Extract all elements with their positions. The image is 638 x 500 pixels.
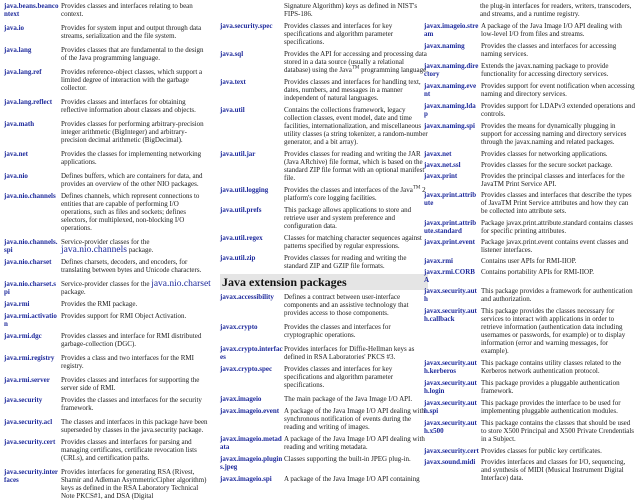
package-description <box>481 102 636 118</box>
package-row <box>220 186 428 202</box>
package-description <box>61 68 211 92</box>
package-row <box>220 407 428 431</box>
package-description <box>481 447 636 455</box>
package-row <box>4 120 211 144</box>
description-text: Provides interfaces for Diffie-Hellman keys as defined in RSA Laboratories' PKCS #3. <box>284 345 415 361</box>
description-text: Provides classes that are fundamental to the design of the Java programming language. <box>61 46 204 62</box>
package-link[interactable]: javax.naming.spi <box>424 122 475 130</box>
package-link[interactable]: java.security <box>4 396 43 404</box>
package-link[interactable]: javax.naming.event <box>424 82 477 98</box>
package-row <box>424 150 636 158</box>
package-row <box>4 258 211 274</box>
package-row <box>220 106 428 146</box>
package-description <box>284 150 428 182</box>
package-link[interactable]: java.util.regex <box>220 234 263 242</box>
package-link[interactable]: java.nio <box>4 172 28 180</box>
right-column <box>424 2 636 482</box>
description-text: This package contains the classes that should be used to store X500 Principal and X500 Private Crendentials in a Subject. <box>481 419 634 443</box>
package-description <box>284 234 428 250</box>
description-text: Provides the classes and interfaces for accessing naming services. <box>481 42 617 58</box>
package-description <box>61 438 211 462</box>
description-text: Provides classes and interfaces that describe the types of JavaTM Print Service attributes and how they can be collected into attribute sets. <box>481 191 632 215</box>
description-text: Classes for matching character sequences against patterns specified by regular expressions. <box>284 234 422 250</box>
package-row <box>424 82 636 98</box>
package-description <box>284 407 428 431</box>
package-description <box>481 307 636 355</box>
package-row <box>220 323 428 339</box>
package-link[interactable]: javax.print <box>424 172 458 180</box>
package-link[interactable]: javax.sound.midi <box>424 458 476 466</box>
package-description <box>284 475 428 483</box>
package-description <box>284 22 428 46</box>
package-link[interactable]: java.rmi <box>4 300 30 308</box>
description-text: Provides classes and interfaces for parsing and managing certificates, certificate revocation lists (CRLs), and certification paths. <box>61 438 197 462</box>
package-link[interactable]: java.util <box>220 106 245 114</box>
description-text: the plug-in interfaces for readers, writers, transcoders, and streams, and a runtime registry. <box>480 2 632 18</box>
package-description <box>481 42 636 58</box>
package-link[interactable]: java.text <box>220 78 246 86</box>
description-text: Provides the principal classes and interfaces for the JavaTM Print Service API. <box>481 172 625 188</box>
package-link[interactable]: javax.print.event <box>424 238 475 246</box>
package-row <box>220 435 428 451</box>
description-text: Package javax.print.event contains event classes and listener interfaces. <box>481 238 629 254</box>
description-text: Provides classes for performing arbitrary-precision integer arithmetic (BigInteger) and arbitrary-precision decimal arithmetic (BigDecimal). <box>61 120 204 144</box>
package-link[interactable]: javax.security.cert <box>424 447 479 455</box>
description-text: Provides classes and interfaces for key specifications and algorithm parameter specifications. <box>284 22 394 46</box>
package-description <box>481 62 636 78</box>
package-row <box>4 280 211 296</box>
package-row <box>220 455 428 471</box>
description-text: The classes and interfaces in this package have been superseded by classes in the java.security package. <box>61 418 208 434</box>
description-text: Provides classes for public key certificates. <box>481 447 602 455</box>
description-text: A package of the Java Image I/O API dealing with low-level I/O from files and streams. <box>481 22 622 38</box>
package-link[interactable]: java.nio.charset <box>4 258 52 266</box>
package-link[interactable]: java.lang.reflect <box>4 98 53 106</box>
package-row <box>220 234 428 250</box>
package-description <box>61 98 211 114</box>
package-row <box>424 447 636 455</box>
package-link[interactable]: javax.crypto.interfaces <box>220 345 283 361</box>
package-link[interactable]: javax.security.auth.x500 <box>424 419 477 435</box>
package-row <box>4 150 211 166</box>
package-row <box>220 254 428 270</box>
package-link[interactable]: java.nio.channels <box>4 192 56 200</box>
package-link[interactable]: javax.imageio.spi <box>220 475 272 483</box>
package-row <box>220 150 428 182</box>
package-link[interactable]: javax.imageio.event <box>220 407 280 415</box>
package-row <box>4 238 211 254</box>
package-description <box>284 365 428 389</box>
package-link[interactable]: java.beans.beancontext <box>4 2 59 18</box>
description-text: Provides interfaces and classes for I/O, sequencing, and synthesis of MIDI (Musical Instrument Digital Interface) data. <box>481 458 626 482</box>
description-text: This package provides a pluggable authentication framework. <box>481 379 620 395</box>
package-row <box>220 50 428 74</box>
description-text: A package of the Java Image I/O API dealing with reading and writing metadata. <box>284 435 425 451</box>
package-link[interactable]: javax.crypto.spec <box>220 365 273 373</box>
package-description <box>284 254 428 270</box>
package-link[interactable]: javax.security.auth.kerberos <box>424 359 477 375</box>
description-text: Provides reference-object classes, which support a limited degree of interaction with the garbage collector. <box>61 68 203 92</box>
section-heading: Java extension packages <box>220 274 428 290</box>
middle-column <box>220 2 428 483</box>
package-description <box>61 418 211 434</box>
package-link[interactable]: java.security.spec <box>220 22 273 30</box>
package-description <box>284 186 428 202</box>
description-text: The main package of the Java Image I/O API. <box>284 395 413 403</box>
package-description <box>284 206 428 230</box>
package-description <box>284 435 428 451</box>
package-row <box>4 68 211 92</box>
package-link[interactable]: java.security.interfaces <box>4 468 59 484</box>
package-row <box>424 419 636 443</box>
package-description <box>481 257 636 265</box>
package-description <box>61 280 211 296</box>
trademark-sup: TM <box>351 65 360 71</box>
package-link[interactable]: java.nio.charset.spi <box>4 280 56 296</box>
description-text: Provides classes and interface for RMI distributed garbage-collection (DGC). <box>61 332 202 348</box>
package-row <box>4 418 211 434</box>
package-link[interactable]: javax.print.attribute.standard <box>424 219 477 235</box>
description-text: Provides classes and interfaces for handling text, dates, numbers, and messages in a manner independent of natural languages. <box>284 78 421 102</box>
package-row <box>4 172 211 188</box>
package-link[interactable]: javax.crypto <box>220 323 258 331</box>
package-description <box>481 22 636 38</box>
package-description <box>61 332 211 348</box>
package-row <box>424 191 636 215</box>
description-text: Service-provider classes for the <box>61 238 150 246</box>
package-description <box>284 293 428 317</box>
package-description <box>481 82 636 98</box>
package-link[interactable]: java.rmi.registry <box>4 354 55 362</box>
package-description <box>481 379 636 395</box>
package-link[interactable]: java.lang.ref <box>4 68 42 76</box>
package-link[interactable]: javax.rmi <box>424 257 453 265</box>
package-description <box>284 395 428 403</box>
description-text: Provides the means for dynamically plugging in support for accessing naming and directory services through the javax.naming and related packages. <box>481 122 627 146</box>
package-row <box>4 332 211 348</box>
package-link[interactable]: java.util.prefs <box>220 206 262 214</box>
package-link[interactable]: java.util.zip <box>220 254 256 262</box>
description-text: Provides classes for the secure socket package. <box>481 161 613 169</box>
package-row <box>4 192 211 232</box>
package-link[interactable]: javax.imageio.metadata <box>220 435 282 451</box>
package-row <box>4 438 211 462</box>
description-text: Provides support for RMI Object Activation. <box>61 312 187 320</box>
package-row <box>424 379 636 395</box>
package-description <box>481 287 636 303</box>
package-row <box>4 2 211 18</box>
description-text: Provides classes for networking applications. <box>481 150 608 158</box>
description-text: Package javax.print.attribute.standard contains classes for specific printing attributes. <box>481 219 634 235</box>
package-description <box>481 458 636 482</box>
package-description <box>61 150 211 166</box>
package-row <box>4 98 211 114</box>
package-link[interactable]: javax.imageio <box>220 395 262 403</box>
package-row <box>4 468 211 500</box>
description-text: A package of the Java Image I/O API dealing with synchronous notification of events during the reading and writing of images. <box>284 407 425 431</box>
package-row <box>424 287 636 303</box>
package-row <box>424 102 636 118</box>
package-link[interactable]: javax.net.ssl <box>424 161 461 169</box>
description-text: Provides support for event notification when accessing naming and directory services. <box>481 82 635 98</box>
description-text-continued: package. <box>128 246 154 254</box>
package-description <box>61 24 211 40</box>
package-link[interactable]: java.math <box>4 120 35 128</box>
package-link[interactable]: java.util.logging <box>220 186 269 194</box>
package-link[interactable]: java.security.cert <box>4 438 56 446</box>
description-text: Provides classes and interfaces for supporting the server side of RMI. <box>61 376 200 392</box>
package-row <box>424 161 636 169</box>
description-text: This package provides a framework for authentication and authorization. <box>481 287 633 303</box>
description-text: Provides classes and interfaces for key specifications and algorithm parameter specifications. <box>284 365 394 389</box>
package-description <box>61 2 211 18</box>
description-text: Provides the classes and interfaces for cryptographic operations. <box>284 323 391 339</box>
package-description <box>481 219 636 235</box>
package-row <box>220 365 428 389</box>
description-text: Provides support for LDAPv3 extended operations and controls. <box>481 102 635 118</box>
package-row <box>424 219 636 235</box>
package-link[interactable]: java.security.acl <box>4 418 53 426</box>
package-link[interactable]: javax.imageio.plugins.jpeg <box>220 455 283 471</box>
package-description <box>61 300 211 308</box>
package-link[interactable]: java.net <box>4 150 28 158</box>
package-description <box>284 50 428 74</box>
package-row <box>220 293 428 317</box>
package-row <box>220 345 428 361</box>
package-link[interactable]: javax.accessibility <box>220 293 274 301</box>
description-text: Defines charsets, decoders, and encoders, for translating between bytes and Unicode characters. <box>61 258 202 274</box>
description-text-continued: programming language. <box>361 66 428 74</box>
package-row <box>424 22 636 38</box>
package-row <box>424 399 636 415</box>
package-link[interactable]: java.rmi.server <box>4 376 50 384</box>
package-description <box>481 122 636 146</box>
trademark-sup: TM <box>412 185 421 191</box>
description-text: Defines a contract between user-interface components and an assistive technology that provides access to those components. <box>284 293 409 317</box>
package-link[interactable]: java.sql <box>220 50 244 58</box>
package-row <box>4 312 211 328</box>
package-link[interactable]: java.rmi.activation <box>4 312 57 328</box>
package-row <box>424 62 636 78</box>
package-link[interactable]: javax.security.auth <box>424 287 477 303</box>
description-text: Provides the classes for implementing networking applications. <box>61 150 202 166</box>
package-link[interactable]: java.util.jar <box>220 150 256 158</box>
package-row <box>424 122 636 146</box>
package-description <box>61 354 211 370</box>
package-link[interactable]: java.io <box>4 24 25 32</box>
package-link[interactable]: javax.net <box>424 150 452 158</box>
description-text: Provides the API for accessing and processing data stored in a data source (usually a relational database) using the Java <box>284 50 427 74</box>
package-row <box>424 268 636 284</box>
description-text: This package provides the classes necessary for services to interact with applications in order to retrieve information (authentication data including usernames or passwords, for example) or to display information (error and warning messages, for example). <box>481 307 626 355</box>
package-link[interactable]: javax.imageio.stream <box>424 22 479 38</box>
package-row <box>424 307 636 355</box>
package-row <box>220 22 428 46</box>
package-description <box>61 120 211 144</box>
continued-description <box>220 2 428 18</box>
description-text: Provides the classes and interfaces for the security framework. <box>61 396 202 412</box>
package-row <box>220 78 428 102</box>
package-row <box>4 46 211 62</box>
package-link[interactable]: java.lang <box>4 46 32 54</box>
package-description <box>61 192 211 232</box>
description-text: Provides classes and interfaces relating to bean context. <box>61 2 193 18</box>
package-link[interactable]: javax.naming.directory <box>424 62 479 78</box>
package-link[interactable]: javax.rmi.CORBA <box>424 268 475 284</box>
description-text: Contains user APIs for RMI-IIOP. <box>481 257 577 265</box>
description-text-continued: package. <box>61 288 86 296</box>
description-text: Defines channels, which represent connections to entities that are capable of performing I/O operations, such as files and sockets; defines selectors, for multiplexed, non-blocking I/O operations. <box>61 192 200 232</box>
package-row <box>424 458 636 482</box>
package-description <box>481 238 636 254</box>
package-link[interactable]: javax.naming.ldap <box>424 102 476 118</box>
package-link[interactable]: javax.print.attribute <box>424 191 477 207</box>
package-row <box>220 475 428 483</box>
package-link[interactable]: java.rmi.dgc <box>4 332 42 340</box>
package-description <box>284 455 428 463</box>
description-text: Classes supporting the built-in JPEG plug-in. <box>284 455 411 463</box>
description-text: Contains the collections framework, legacy collection classes, event model, date and time facilities, internationalization, and miscellaneous utility classes (a string tokenizer, a random-number generator, and a bit array). <box>284 106 428 146</box>
package-link[interactable]: javax.security.auth.spi <box>424 399 477 415</box>
description-text: Defines buffers, which are containers for data, and provides an overview of the other NIO packages. <box>61 172 203 188</box>
package-row <box>424 238 636 254</box>
package-description <box>284 106 428 146</box>
package-description <box>61 172 211 188</box>
package-description <box>481 268 636 276</box>
package-description <box>481 419 636 443</box>
package-reference-link[interactable]: java.nio.channels <box>61 245 127 255</box>
description-text: Provides interfaces for generating RSA (Rivest, Shamir and Adleman AsymmetricCipher algorithm) keys as defined in the RSA Laboratory Technical Note PKCS#1, and DSA (Digital <box>61 468 207 500</box>
description-text: Provides for system input and output through data streams, serialization and the file system. <box>61 24 202 40</box>
package-description <box>61 376 211 392</box>
package-description <box>284 78 428 102</box>
package-description <box>61 258 211 274</box>
description-text: Contains portability APIs for RMI-IIOP. <box>481 268 594 276</box>
description-text: Provides the classes and interfaces of the Java <box>284 186 413 194</box>
package-row <box>220 395 428 403</box>
package-link[interactable]: javax.security.auth.login <box>424 379 477 395</box>
package-description <box>61 468 211 500</box>
package-description <box>284 345 428 361</box>
description-text: Provides classes for reading and writing the standard ZIP and GZIP file formats. <box>284 254 407 270</box>
package-link[interactable]: java.nio.channels.spi <box>4 238 58 254</box>
description-text: Provides the RMI package. <box>61 300 138 308</box>
description-text: Extends the javax.naming package to provide functionality for accessing directory services. <box>481 62 609 78</box>
package-description <box>481 399 636 415</box>
package-row <box>220 206 428 230</box>
package-row <box>4 396 211 412</box>
package-row <box>4 300 211 308</box>
description-text: This package contains utility classes related to the Kerberos network authentication protocol. <box>481 359 622 375</box>
description-text: Signature Algorithm) keys as defined in NIST's FIPS-186. <box>284 2 418 18</box>
package-description <box>61 396 211 412</box>
description-text-continued: 2 platform's core logging facilities. <box>284 186 426 202</box>
description-text: Provides classes and interfaces for obtaining reflective information about classes and objects. <box>61 98 196 114</box>
description-text: Service-provider classes for the <box>61 280 150 288</box>
description-text: This package allows applications to store and retrieve user and system preference and configuration data. <box>284 206 412 230</box>
package-row <box>424 359 636 375</box>
package-description <box>481 150 636 158</box>
description-text: This package provides the interface to be used for implementing pluggable authentication modules. <box>481 399 621 415</box>
package-description <box>481 359 636 375</box>
package-link[interactable]: javax.security.auth.callback <box>424 307 477 323</box>
package-description <box>61 312 211 320</box>
description-text: A package of the Java Image I/O API containing <box>284 475 420 483</box>
package-description <box>284 323 428 339</box>
package-description <box>481 191 636 215</box>
package-row <box>424 172 636 188</box>
package-description <box>61 46 211 62</box>
package-description <box>61 238 211 254</box>
description-text: Provides classes for reading and writing the JAR (Java ARchive) file format, which is based on the standard ZIP file format with an optional manifest file. <box>284 150 425 182</box>
package-description <box>481 172 636 188</box>
package-row <box>4 24 211 40</box>
package-row <box>424 42 636 58</box>
description-text: Provides a class and two interfaces for the RMI registry. <box>61 354 194 370</box>
left-column <box>4 2 211 500</box>
package-row <box>4 376 211 392</box>
continued-description <box>424 2 636 18</box>
package-link[interactable]: javax.naming <box>424 42 465 50</box>
package-reference-link[interactable]: java.nio.charset <box>151 279 211 289</box>
package-row <box>424 257 636 265</box>
package-row <box>4 354 211 370</box>
package-description <box>481 161 636 169</box>
